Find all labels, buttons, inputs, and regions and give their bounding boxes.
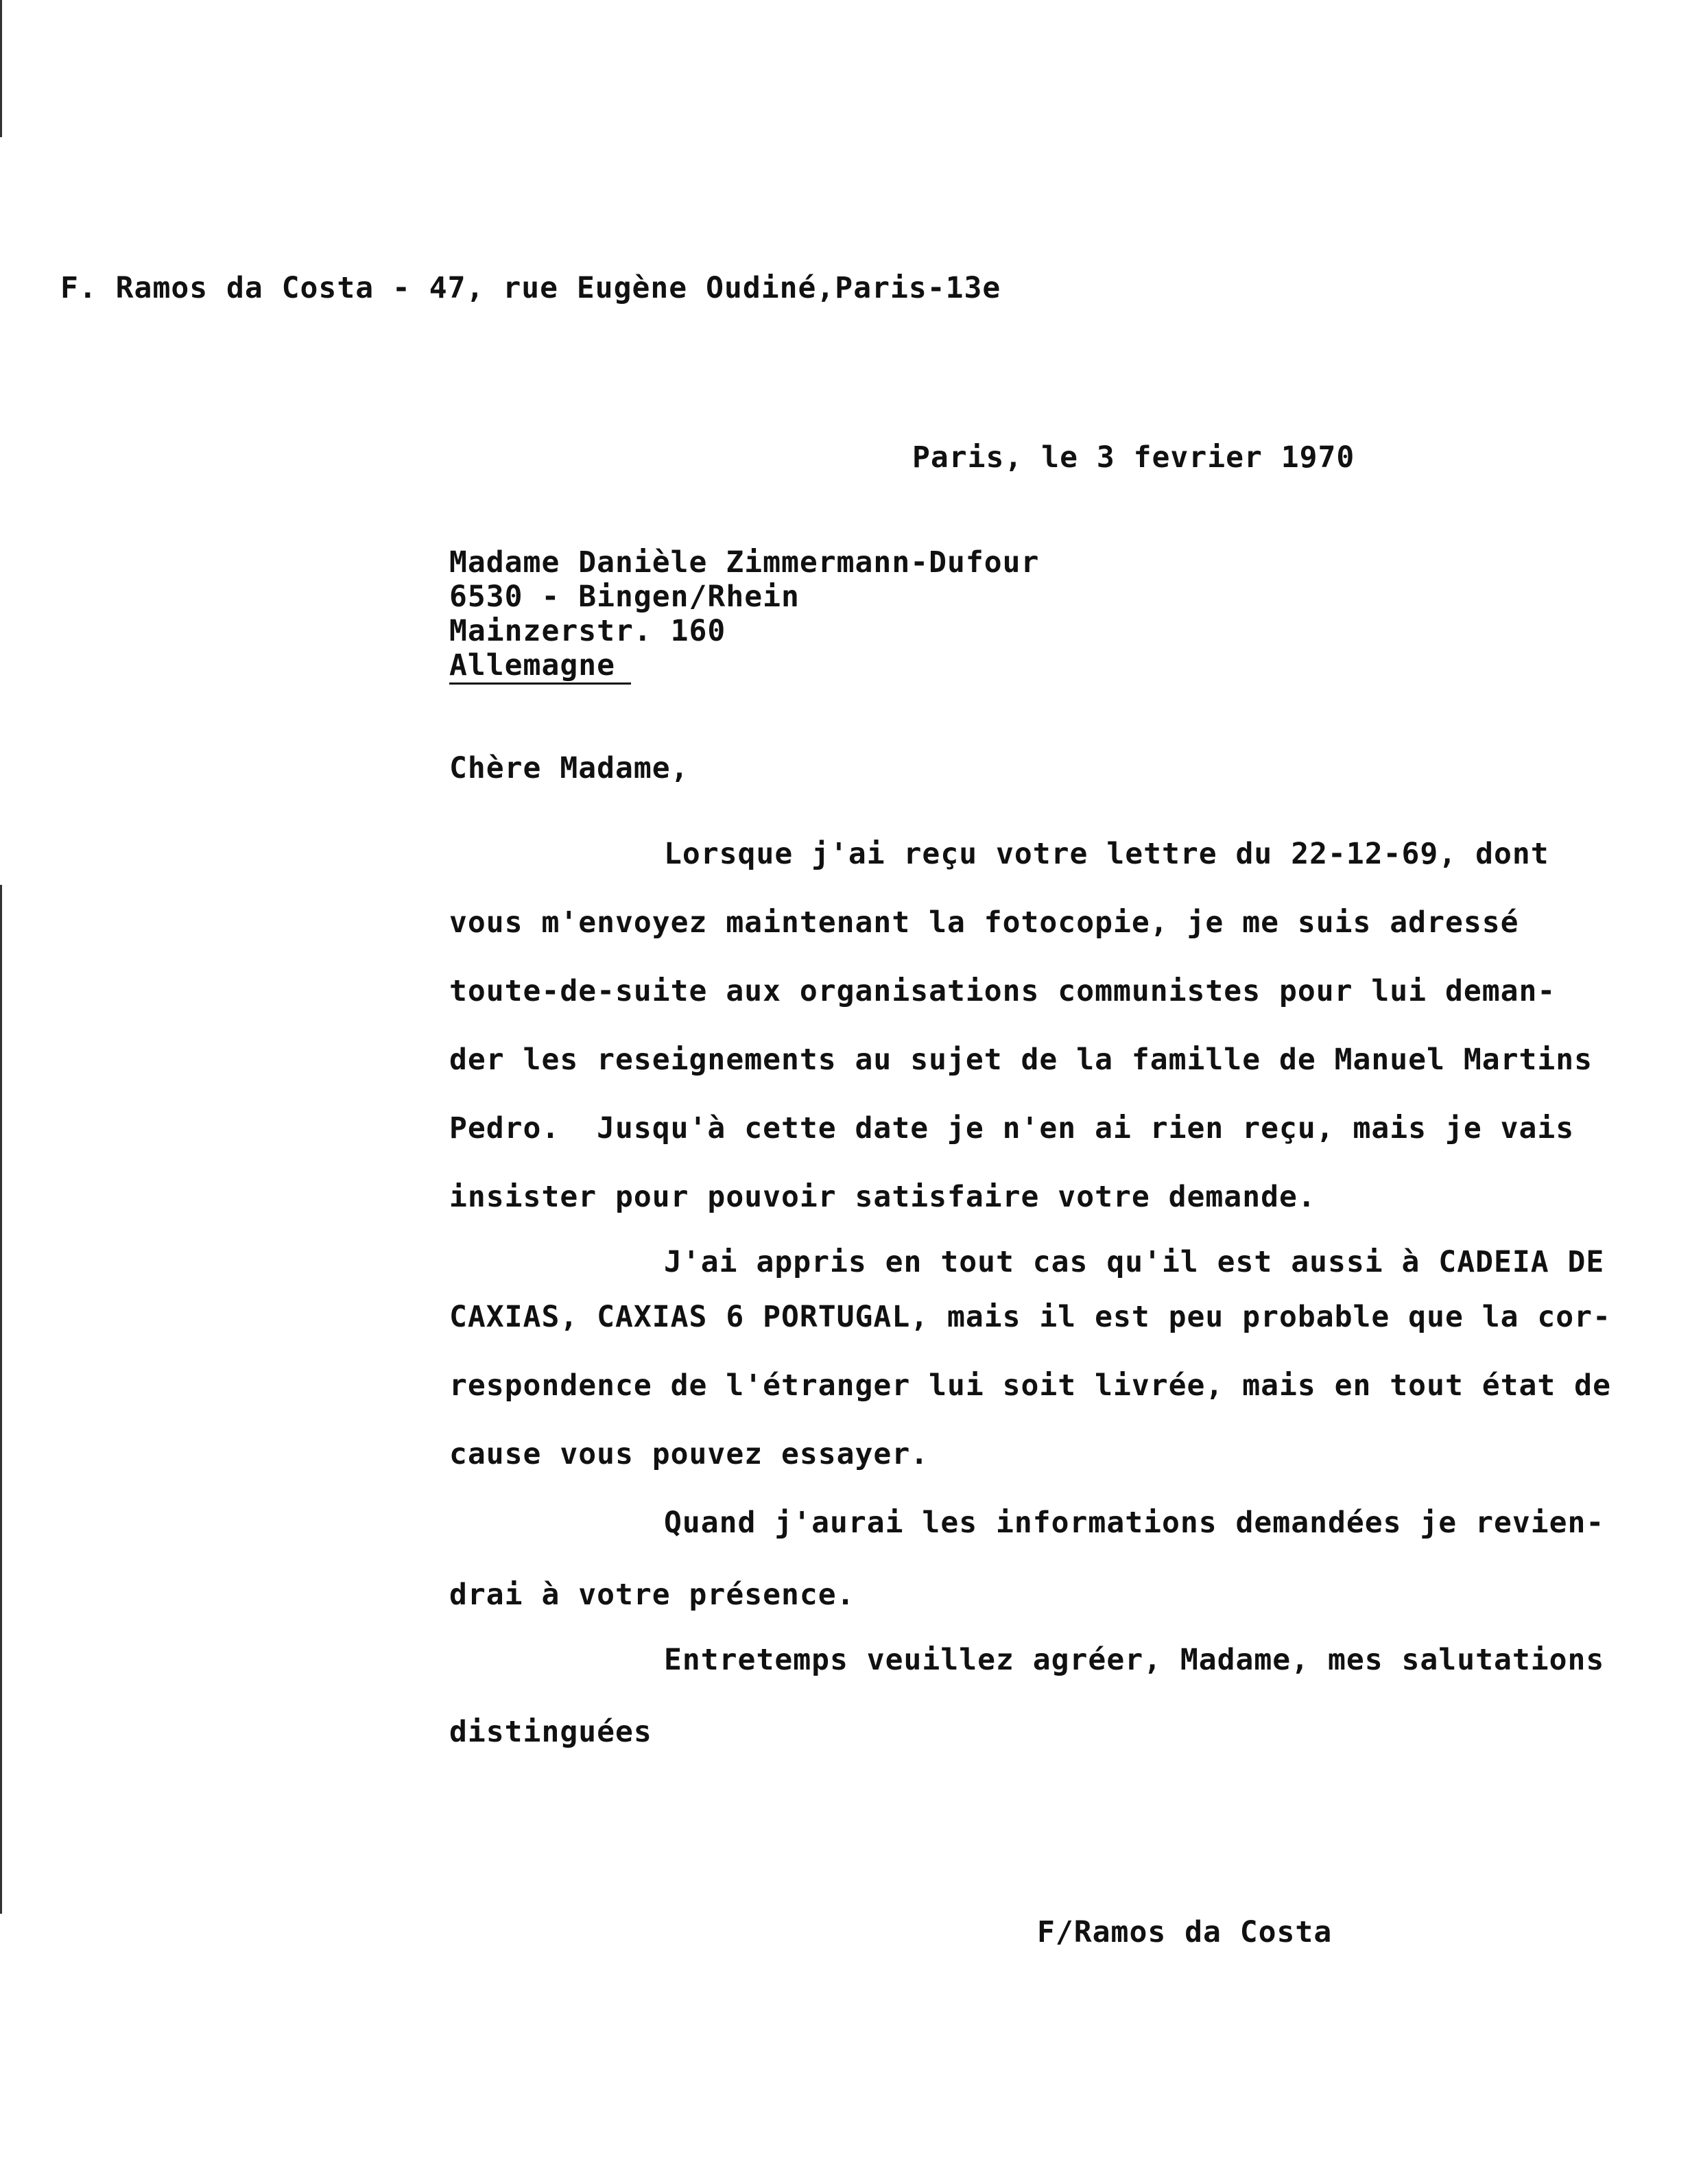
recipient-city: 6530 - Bingen/Rhein bbox=[449, 580, 800, 614]
body-line: toute-de-suite aux organisations communistes pour lui deman- bbox=[449, 974, 1556, 1008]
body-line: Pedro. Jusqu'à cette date je n'en ai rien reçu, mais je vais bbox=[449, 1111, 1575, 1146]
scan-edge-mark bbox=[0, 885, 2, 1914]
body-line: insister pour pouvoir satisfaire votre demande. bbox=[449, 1180, 1316, 1214]
date-line: Paris, le 3 fevrier 1970 bbox=[912, 440, 1355, 475]
recipient-name: Madame Danièle Zimmermann-Dufour bbox=[449, 545, 1040, 580]
recipient-country: Allemagne bbox=[449, 648, 615, 682]
body-line: distinguées bbox=[449, 1715, 652, 1749]
body-line: cause vous pouvez essayer. bbox=[449, 1437, 929, 1471]
body-line: drai à votre présence. bbox=[449, 1578, 855, 1612]
body-line: J'ai appris en tout cas qu'il est aussi à CADEIA DE bbox=[664, 1245, 1605, 1279]
recipient-street: Mainzerstr. 160 bbox=[449, 614, 726, 648]
letterhead: F. Ramos da Costa - 47, rue Eugène Oudiné,Paris-13e bbox=[60, 271, 1001, 305]
recipient-country-underline bbox=[449, 682, 631, 685]
body-line: Quand j'aurai les informations demandées je revien- bbox=[664, 1506, 1605, 1540]
body-line: respondence de l'étranger lui soit livrée, mais en tout état de bbox=[449, 1368, 1611, 1403]
body-line: Entretemps veuillez agréer, Madame, mes salutations bbox=[664, 1643, 1605, 1677]
scan-edge-mark bbox=[0, 0, 2, 137]
salutation: Chère Madame, bbox=[449, 751, 689, 785]
body-line: vous m'envoyez maintenant la fotocopie, je me suis adressé bbox=[449, 905, 1519, 940]
signature: F/Ramos da Costa bbox=[1037, 1915, 1333, 1949]
body-line: der les reseignements au sujet de la famille de Manuel Martins bbox=[449, 1043, 1593, 1077]
body-line: Lorsque j'ai reçu votre lettre du 22-12-69, dont bbox=[664, 837, 1549, 871]
body-line: CAXIAS, CAXIAS 6 PORTUGAL, mais il est peu probable que la cor- bbox=[449, 1300, 1611, 1334]
